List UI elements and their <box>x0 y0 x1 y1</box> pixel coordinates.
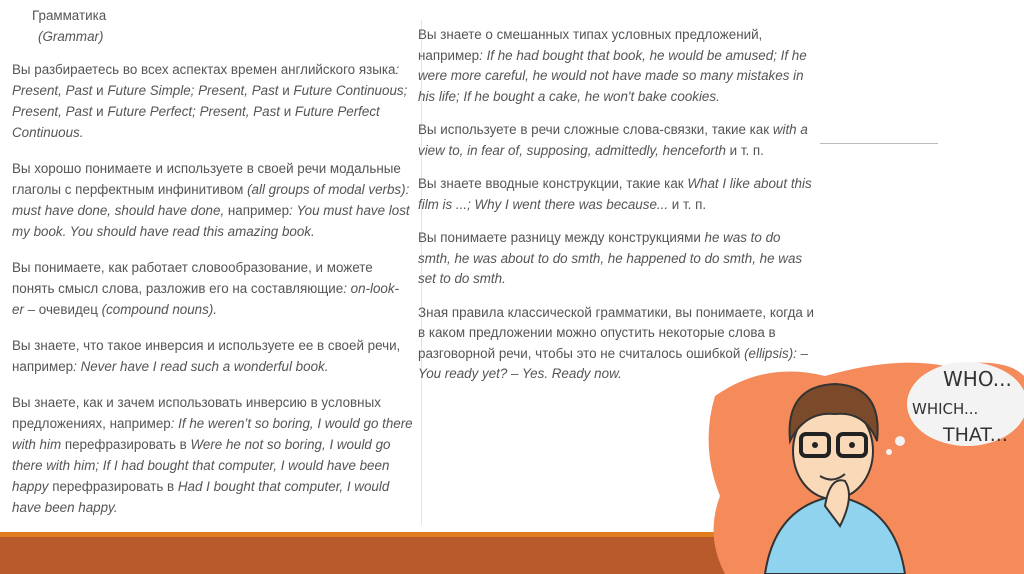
text-segment: Вы знаете, как и зачем использовать инверсию в условных предложениях, например <box>12 395 381 431</box>
bubble-word-which: WHICH... <box>912 400 979 418</box>
text-segment: и <box>282 83 294 98</box>
english-example: Were he not so boring, I would go there with him; If I had bought that computer, I would have been happy <box>12 437 391 494</box>
text-segment: Вы знаете вводные конструкции, такие как <box>418 176 688 191</box>
text-segment: перефразировать в <box>52 479 178 494</box>
paragraph <box>418 303 816 385</box>
text-segment: очевидец <box>38 302 102 317</box>
paragraph <box>418 120 816 161</box>
english-example: : on-look-er – <box>12 281 400 317</box>
text-segment: Вы знаете о смешанных типах условных предложений, например <box>418 27 763 63</box>
decorative-line <box>820 143 938 144</box>
english-example: : Never have I read such a wonderful book. <box>73 359 329 374</box>
english-example: : Present, Past <box>12 62 400 98</box>
english-example: Future Continuous; Present, Past <box>12 83 408 119</box>
paragraph <box>12 392 414 518</box>
english-example: he was to do smth, he was about to do smth, he happened to do smth, he was set to do smth. <box>418 230 803 286</box>
text-segment: Вы хорошо понимаете и используете в своей речи модальные глаголы с перфектным инфинитивом <box>12 161 401 197</box>
english-example: (ellipsis): – You ready yet? – Yes. Ready now. <box>418 345 809 381</box>
english-example: Future Simple; Present, Past <box>107 83 283 98</box>
paragraph <box>12 257 414 320</box>
text-segment: и <box>283 104 295 119</box>
left-paragraphs <box>12 59 414 518</box>
paragraph <box>418 228 816 290</box>
thought-dot <box>895 436 905 446</box>
paragraph <box>12 59 414 143</box>
paragraph <box>12 158 414 242</box>
text-segment: Вы используете в речи сложные слова-связки, такие как <box>418 122 773 137</box>
text-segment: и т. п. <box>729 142 764 158</box>
english-example: : You must have lost my book. You should have read this amazing book. <box>12 203 410 239</box>
thought-dot <box>886 449 892 455</box>
english-example: Future Perfect; Present, Past <box>107 104 284 119</box>
english-example: What I like about this film is ...; Why I went there was because... <box>418 176 812 212</box>
paragraph <box>418 174 816 215</box>
paragraph <box>418 25 816 107</box>
text-segment: и <box>96 104 108 119</box>
text-segment: Вы понимаете разницу между конструкциями <box>418 230 705 245</box>
text-segment: Зная правила классической грамматики, вы понимаете, когда и в каком предложении можно опустить некоторые слова в разговорной речи, чтобы это не считалось ошибкой <box>418 304 815 361</box>
bubble-word-that: THAT... <box>943 424 1008 446</box>
text-segment: и т. п. <box>671 196 707 212</box>
left-column <box>12 5 414 525</box>
english-example: Had I bought that computer, I would have been happy. <box>12 479 390 515</box>
text-segment: Вы знаете, что такое инверсия и используете ее в своей речи, например <box>12 338 401 374</box>
english-example: : If he weren’t so boring, I would go there with him <box>12 416 413 452</box>
bubble-word-who: WHO... <box>943 367 1012 391</box>
english-example: : If he had bought that book, he would be amused; If he were more careful, he would not have made so many mistakes in his life; If he bought a cake, he won't bake cookies. <box>418 47 807 104</box>
section-title: Грамматика <box>32 8 107 23</box>
right-paragraphs <box>418 25 816 385</box>
paragraph <box>12 335 414 377</box>
right-column <box>418 25 816 398</box>
english-example: Future Perfect Continuous. <box>12 104 380 140</box>
english-example: (all groups of modal verbs): must have done, should have done, <box>12 182 410 218</box>
eye <box>849 442 855 448</box>
text-segment: и <box>96 83 108 98</box>
text-segment: Вы разбираетесь во всех аспектах времен английского языка <box>12 62 396 77</box>
text-segment: Вы понимаете, как работает словообразование, и можете понять смысл слова, разложив его на составляющие <box>12 260 373 296</box>
english-example: (compound nouns). <box>101 302 218 317</box>
english-example: with a view to, in fear of, supposing, admittedly, henceforth <box>418 122 808 158</box>
text-segment: перефразировать в <box>64 437 191 452</box>
text-segment: например <box>227 203 290 218</box>
section-subtitle: (Grammar) <box>38 29 104 44</box>
eye <box>812 442 818 448</box>
